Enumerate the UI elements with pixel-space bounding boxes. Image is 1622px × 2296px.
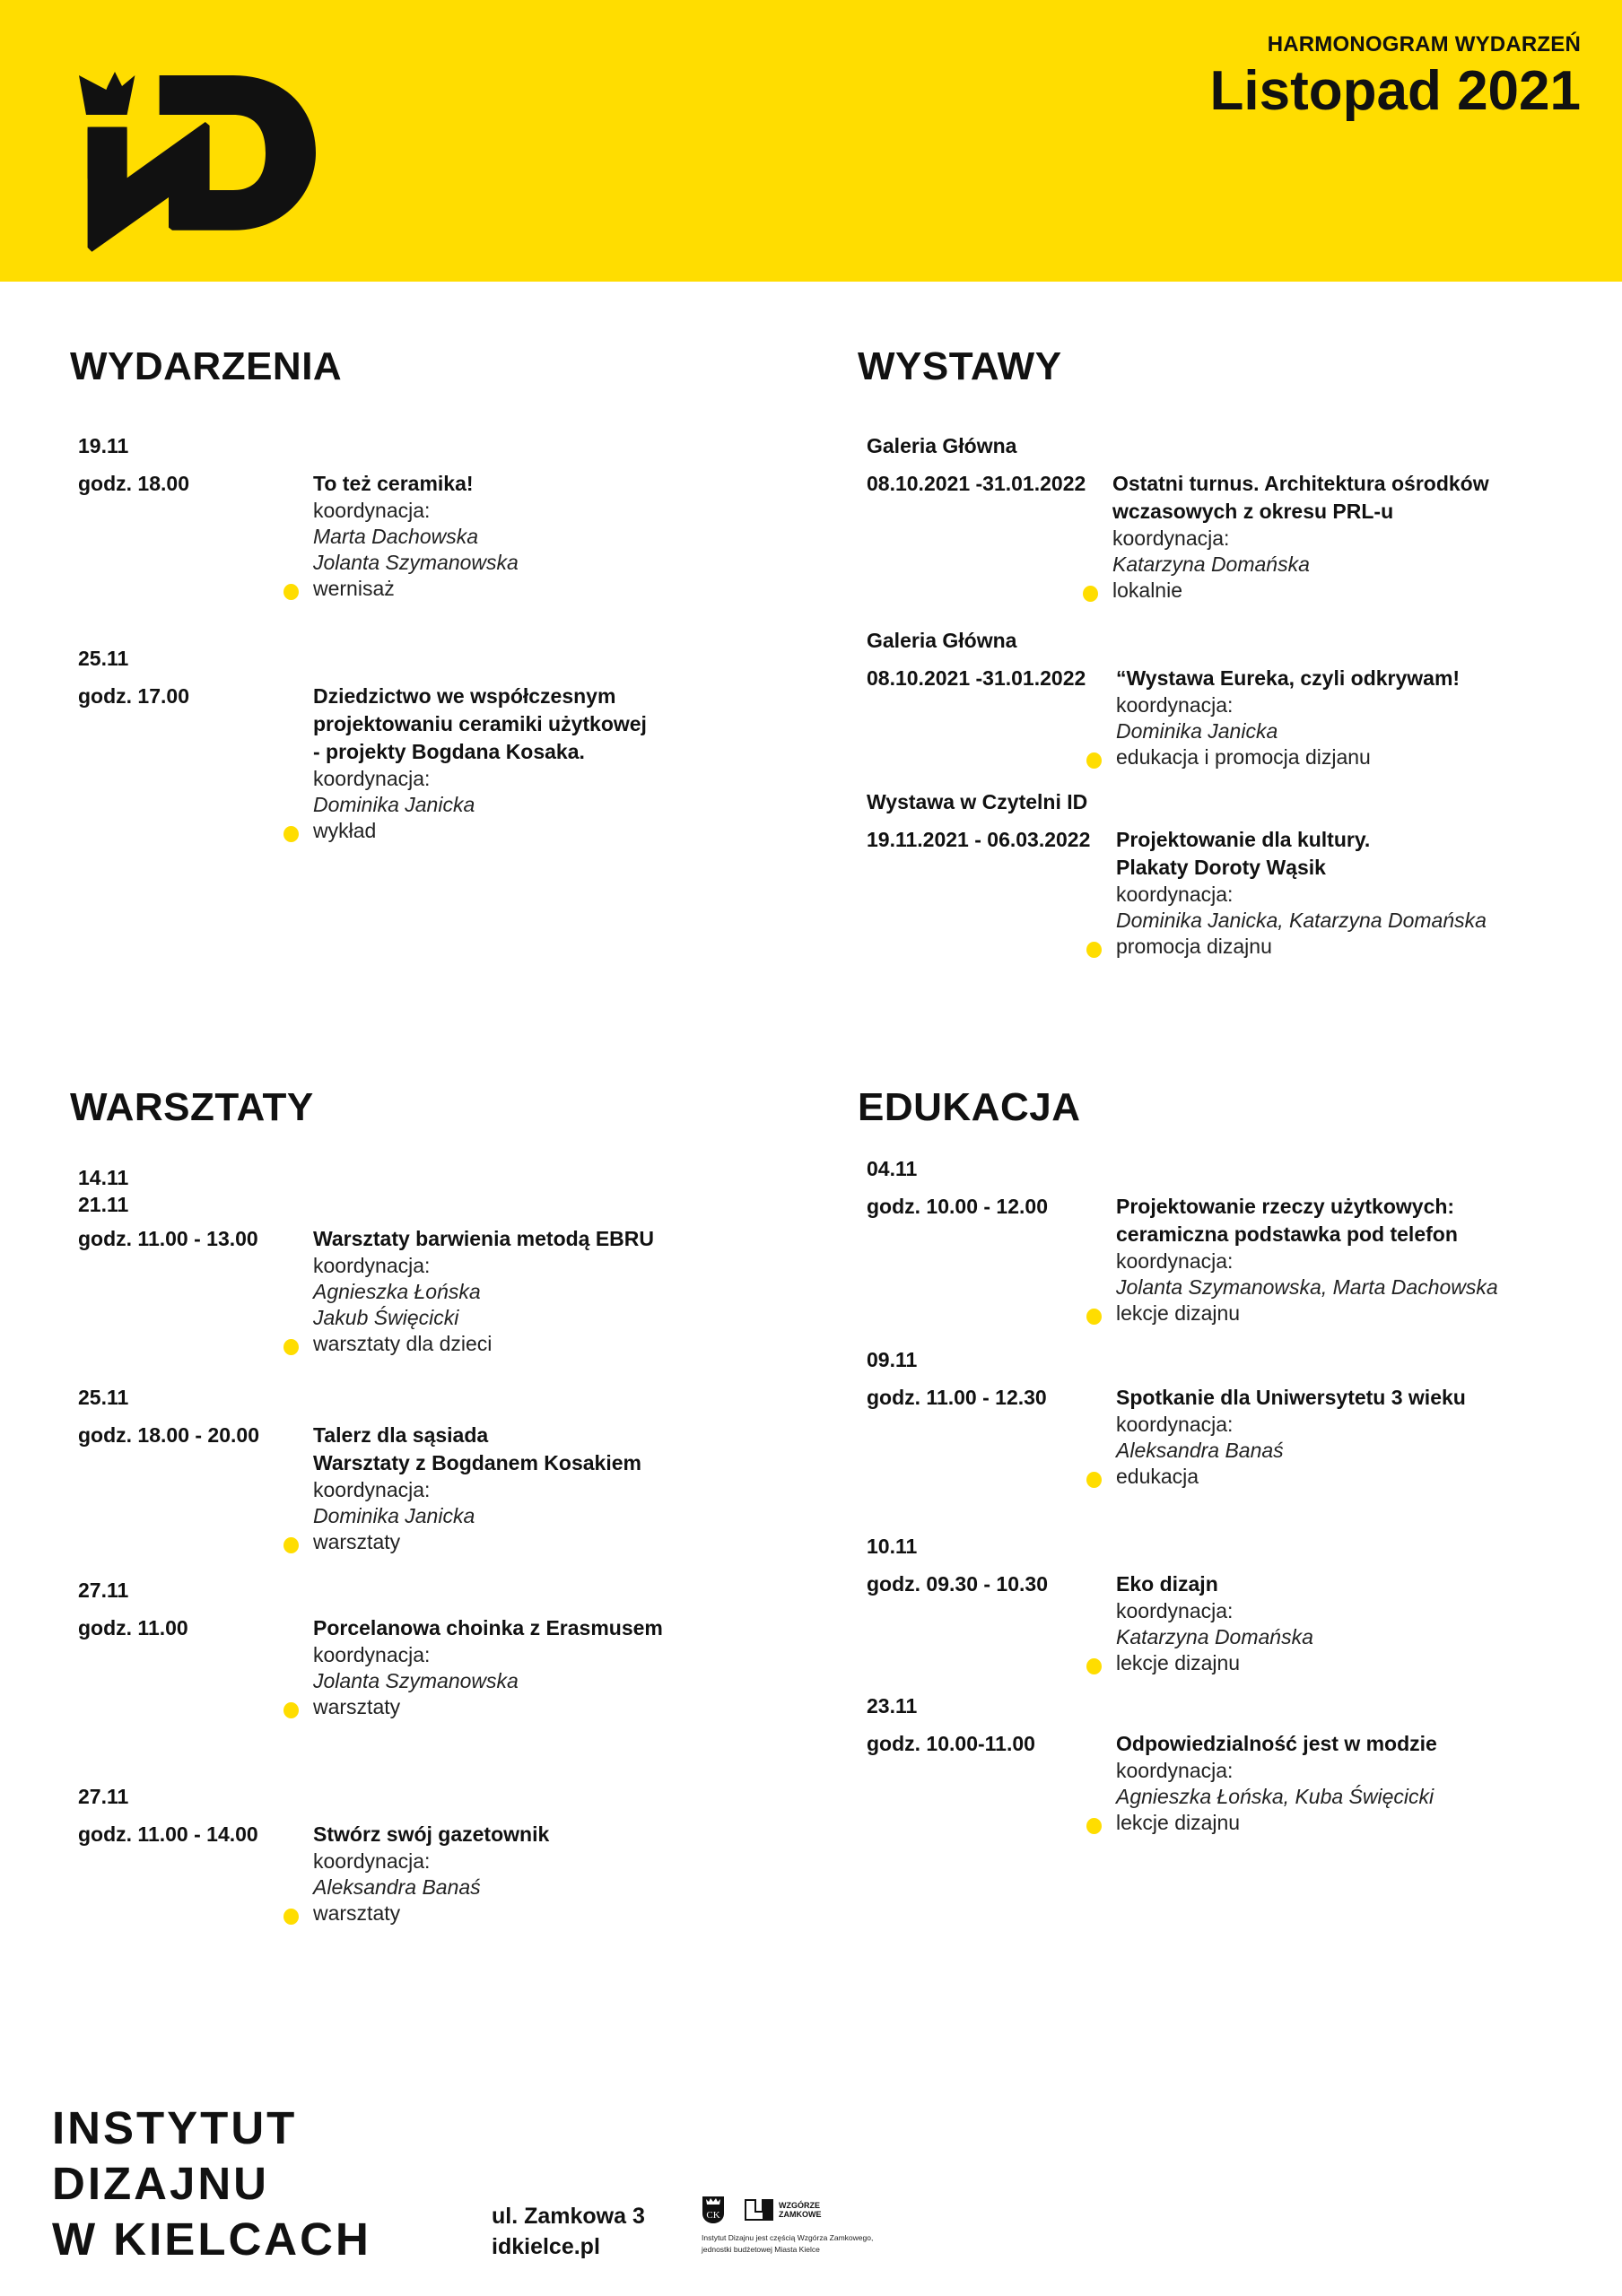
partner-logos — [702, 2196, 822, 2224]
exhibition-venue: Galeria Główna — [867, 629, 1017, 652]
event-date: 19.11 — [78, 434, 129, 457]
section-wydarzenia — [70, 344, 806, 844]
workshop-category: warsztaty dla dzieci — [313, 1332, 493, 1355]
coordination-label: koordynacja: — [313, 1478, 431, 1501]
education-item — [858, 1533, 1593, 1676]
workshop-item — [70, 1783, 806, 1926]
header-banner — [0, 0, 1622, 282]
event-category: wernisaż — [313, 577, 395, 600]
institution-name: INSTYTUT DIZAJNU W KIELCACH — [52, 2102, 371, 2265]
workshop-title: Warsztaty z Bogdanem Kosakiem — [313, 1451, 641, 1474]
section-wystawy — [858, 344, 1593, 960]
workshop-date: 25.11 — [78, 1386, 129, 1409]
coordination-label: koordynacja: — [313, 1849, 431, 1873]
education-time: godz. 09.30 - 10.30 — [867, 1572, 1048, 1596]
coordination-label: koordynacja: — [1116, 693, 1234, 717]
workshop-title: Talerz dla sąsiada — [313, 1423, 489, 1447]
workshop-item — [70, 1577, 806, 1720]
kielce-crest-icon — [702, 2196, 725, 2224]
education-date: 09.11 — [867, 1348, 918, 1371]
yellow-dot-icon — [1086, 1309, 1102, 1325]
coordinator-name: Agnieszka Łońska — [313, 1280, 481, 1303]
event-time: godz. 17.00 — [78, 684, 189, 708]
education-date: 04.11 — [867, 1157, 918, 1180]
id-crown-logo-icon — [43, 39, 330, 269]
education-title: Eko dizajn — [1116, 1572, 1218, 1596]
exhibition-category: lokalnie — [1112, 578, 1182, 602]
yellow-dot-icon — [1086, 752, 1102, 769]
workshop-category: warsztaty — [313, 1901, 401, 1925]
workshop-date: 21.11 — [78, 1193, 129, 1216]
exhibition-dates: 19.11.2021 - 06.03.2022 — [867, 828, 1091, 851]
address: ul. Zamkowa 3 — [492, 2204, 645, 2229]
event-title: - projekty Bogdana Kosaka. — [313, 740, 585, 763]
exhibition-dates: 08.10.2021 -31.01.2022 — [867, 666, 1086, 690]
coordination-label: koordynacja: — [313, 1254, 431, 1277]
contact-info — [492, 2201, 645, 2262]
coordinator-name: Dominika Janicka — [313, 793, 475, 816]
education-category: lekcje dizajnu — [1116, 1651, 1241, 1674]
coordinator-name: Jakub Święcicki — [313, 1306, 459, 1329]
education-title: Projektowanie rzeczy użytkowych: — [1116, 1195, 1455, 1218]
exhibition-title: Ostatni turnus. Architektura ośrodków — [1112, 472, 1489, 495]
coordinator-name: Dominika Janicka — [313, 1504, 475, 1527]
coordination-label: koordynacja: — [1112, 526, 1230, 550]
exhibition-venue: Wystawa w Czytelni ID — [867, 790, 1088, 813]
coordinator-name: Dominika Janicka, Katarzyna Domańska — [1116, 909, 1487, 932]
coordination-label: koordynacja: — [1116, 1759, 1234, 1782]
workshop-time: godz. 11.00 - 13.00 — [78, 1227, 258, 1250]
coordinator-name: Aleksandra Banaś — [313, 1875, 481, 1899]
exhibition-category: promocja dizajnu — [1116, 935, 1272, 958]
coordinator-name: Agnieszka Łońska, Kuba Święcicki — [1116, 1785, 1435, 1808]
yellow-dot-icon — [1086, 1472, 1102, 1488]
workshop-category: warsztaty — [313, 1530, 401, 1553]
event-time: godz. 18.00 — [78, 472, 189, 495]
coordinator-name: Katarzyna Domańska — [1116, 1625, 1313, 1648]
section-title: WYSTAWY — [858, 344, 1062, 388]
exhibition-title: Plakaty Doroty Wąsik — [1116, 856, 1326, 879]
education-title: ceramiczna podstawka pod telefon — [1116, 1222, 1458, 1246]
workshop-date: 14.11 — [78, 1166, 129, 1189]
yellow-dot-icon — [1083, 586, 1098, 602]
coordination-label: koordynacja: — [1116, 883, 1234, 906]
education-date: 10.11 — [867, 1535, 918, 1558]
workshop-date: 27.11 — [78, 1578, 129, 1602]
coordinator-name: Katarzyna Domańska — [1112, 552, 1310, 576]
coordinator-name: Jolanta Szymanowska — [313, 1669, 519, 1692]
coordinator-name: Aleksandra Banaś — [1116, 1439, 1284, 1462]
workshop-item — [70, 1384, 806, 1555]
section-edukacja — [858, 1085, 1593, 1836]
workshop-time: godz. 11.00 — [78, 1616, 188, 1639]
coordination-label: koordynacja: — [313, 767, 431, 790]
workshop-category: warsztaty — [313, 1695, 401, 1718]
section-warsztaty — [70, 1085, 806, 1926]
coordination-label: koordynacja: — [1116, 1599, 1234, 1622]
yellow-dot-icon — [283, 584, 299, 600]
workshop-title: Porcelanowa choinka z Erasmusem — [313, 1616, 663, 1639]
education-category: lekcje dizajnu — [1116, 1811, 1241, 1834]
education-category: lekcje dizajnu — [1116, 1301, 1241, 1325]
schedule-kicker: HARMONOGRAM WYDARZEŃ — [1267, 32, 1581, 57]
coordinator-name: Dominika Janicka — [1116, 719, 1278, 743]
education-time: godz. 10.00-11.00 — [867, 1732, 1035, 1755]
yellow-dot-icon — [283, 1702, 299, 1718]
workshop-time: godz. 11.00 - 14.00 — [78, 1822, 258, 1846]
education-date: 23.11 — [867, 1694, 918, 1718]
exhibition-title: “Wystawa Eureka, czyli odkrywam! — [1116, 666, 1461, 690]
event-category: wykład — [313, 819, 377, 842]
partner-note: Instytut Dizajnu jest częścią Wzgórza Zamkowego, jednostki budżetowej Miasta Kielce — [702, 2233, 874, 2254]
workshop-date: 27.11 — [78, 1785, 129, 1808]
exhibition-category: edukacja i promocja dizjanu — [1116, 745, 1371, 769]
exhibition-item — [858, 432, 1593, 604]
crest-letters: CK — [706, 2210, 720, 2221]
yellow-dot-icon — [1086, 1658, 1102, 1674]
wzgorze-zamkowe-logo-icon — [745, 2199, 773, 2221]
yellow-dot-icon — [1086, 1818, 1102, 1834]
event-date: 25.11 — [78, 647, 129, 670]
coordination-label: koordynacja: — [313, 499, 431, 522]
exhibition-venue: Galeria Główna — [867, 434, 1017, 457]
exhibition-item — [858, 788, 1593, 960]
coordinator-name: Jolanta Szymanowska, Marta Dachowska — [1116, 1275, 1498, 1299]
workshop-time: godz. 18.00 - 20.00 — [78, 1423, 259, 1447]
yellow-dot-icon — [283, 1909, 299, 1925]
exhibition-item — [858, 627, 1593, 770]
education-title: Odpowiedzialność jest w modzie — [1116, 1732, 1437, 1755]
exhibition-title: wczasowych z okresu PRL-u — [1112, 500, 1394, 523]
education-item — [858, 1692, 1593, 1836]
exhibition-title: Projektowanie dla kultury. — [1116, 828, 1371, 851]
coordination-label: koordynacja: — [1116, 1249, 1234, 1273]
partner-name: WZGÓRZE ZAMKOWE — [779, 2201, 822, 2219]
event-item — [70, 432, 806, 602]
event-title: projektowaniu ceramiki użytkowej — [313, 712, 647, 735]
coordination-label: koordynacja: — [1116, 1413, 1234, 1436]
coordination-label: koordynacja: — [313, 1643, 431, 1666]
yellow-dot-icon — [1086, 942, 1102, 958]
coordinator-name: Jolanta Szymanowska — [313, 551, 519, 574]
event-title: To też ceramika! — [313, 472, 474, 495]
education-time: godz. 10.00 - 12.00 — [867, 1195, 1048, 1218]
workshop-title: Warsztaty barwienia metodą EBRU — [313, 1227, 655, 1250]
event-title: Dziedzictwo we współczesnym — [313, 684, 616, 708]
education-item — [858, 1346, 1593, 1490]
section-title: EDUKACJA — [858, 1085, 1081, 1129]
event-item — [70, 645, 806, 844]
education-item — [858, 1155, 1593, 1326]
workshop-item — [70, 1164, 806, 1357]
section-title: WARSZTATY — [70, 1085, 314, 1129]
education-category: edukacja — [1116, 1465, 1199, 1488]
section-title: WYDARZENIA — [70, 344, 343, 388]
coordinator-name: Marta Dachowska — [313, 525, 479, 548]
workshop-title: Stwórz swój gazetownik — [313, 1822, 550, 1846]
yellow-dot-icon — [283, 1537, 299, 1553]
yellow-dot-icon — [283, 826, 299, 842]
month-title: Listopad 2021 — [1209, 60, 1581, 122]
education-time: godz. 11.00 - 12.30 — [867, 1386, 1047, 1409]
yellow-dot-icon — [283, 1339, 299, 1355]
website-link[interactable]: idkielce.pl — [492, 2234, 600, 2259]
education-title: Spotkanie dla Uniwersytetu 3 wieku — [1116, 1386, 1466, 1409]
exhibition-dates: 08.10.2021 -31.01.2022 — [867, 472, 1086, 495]
